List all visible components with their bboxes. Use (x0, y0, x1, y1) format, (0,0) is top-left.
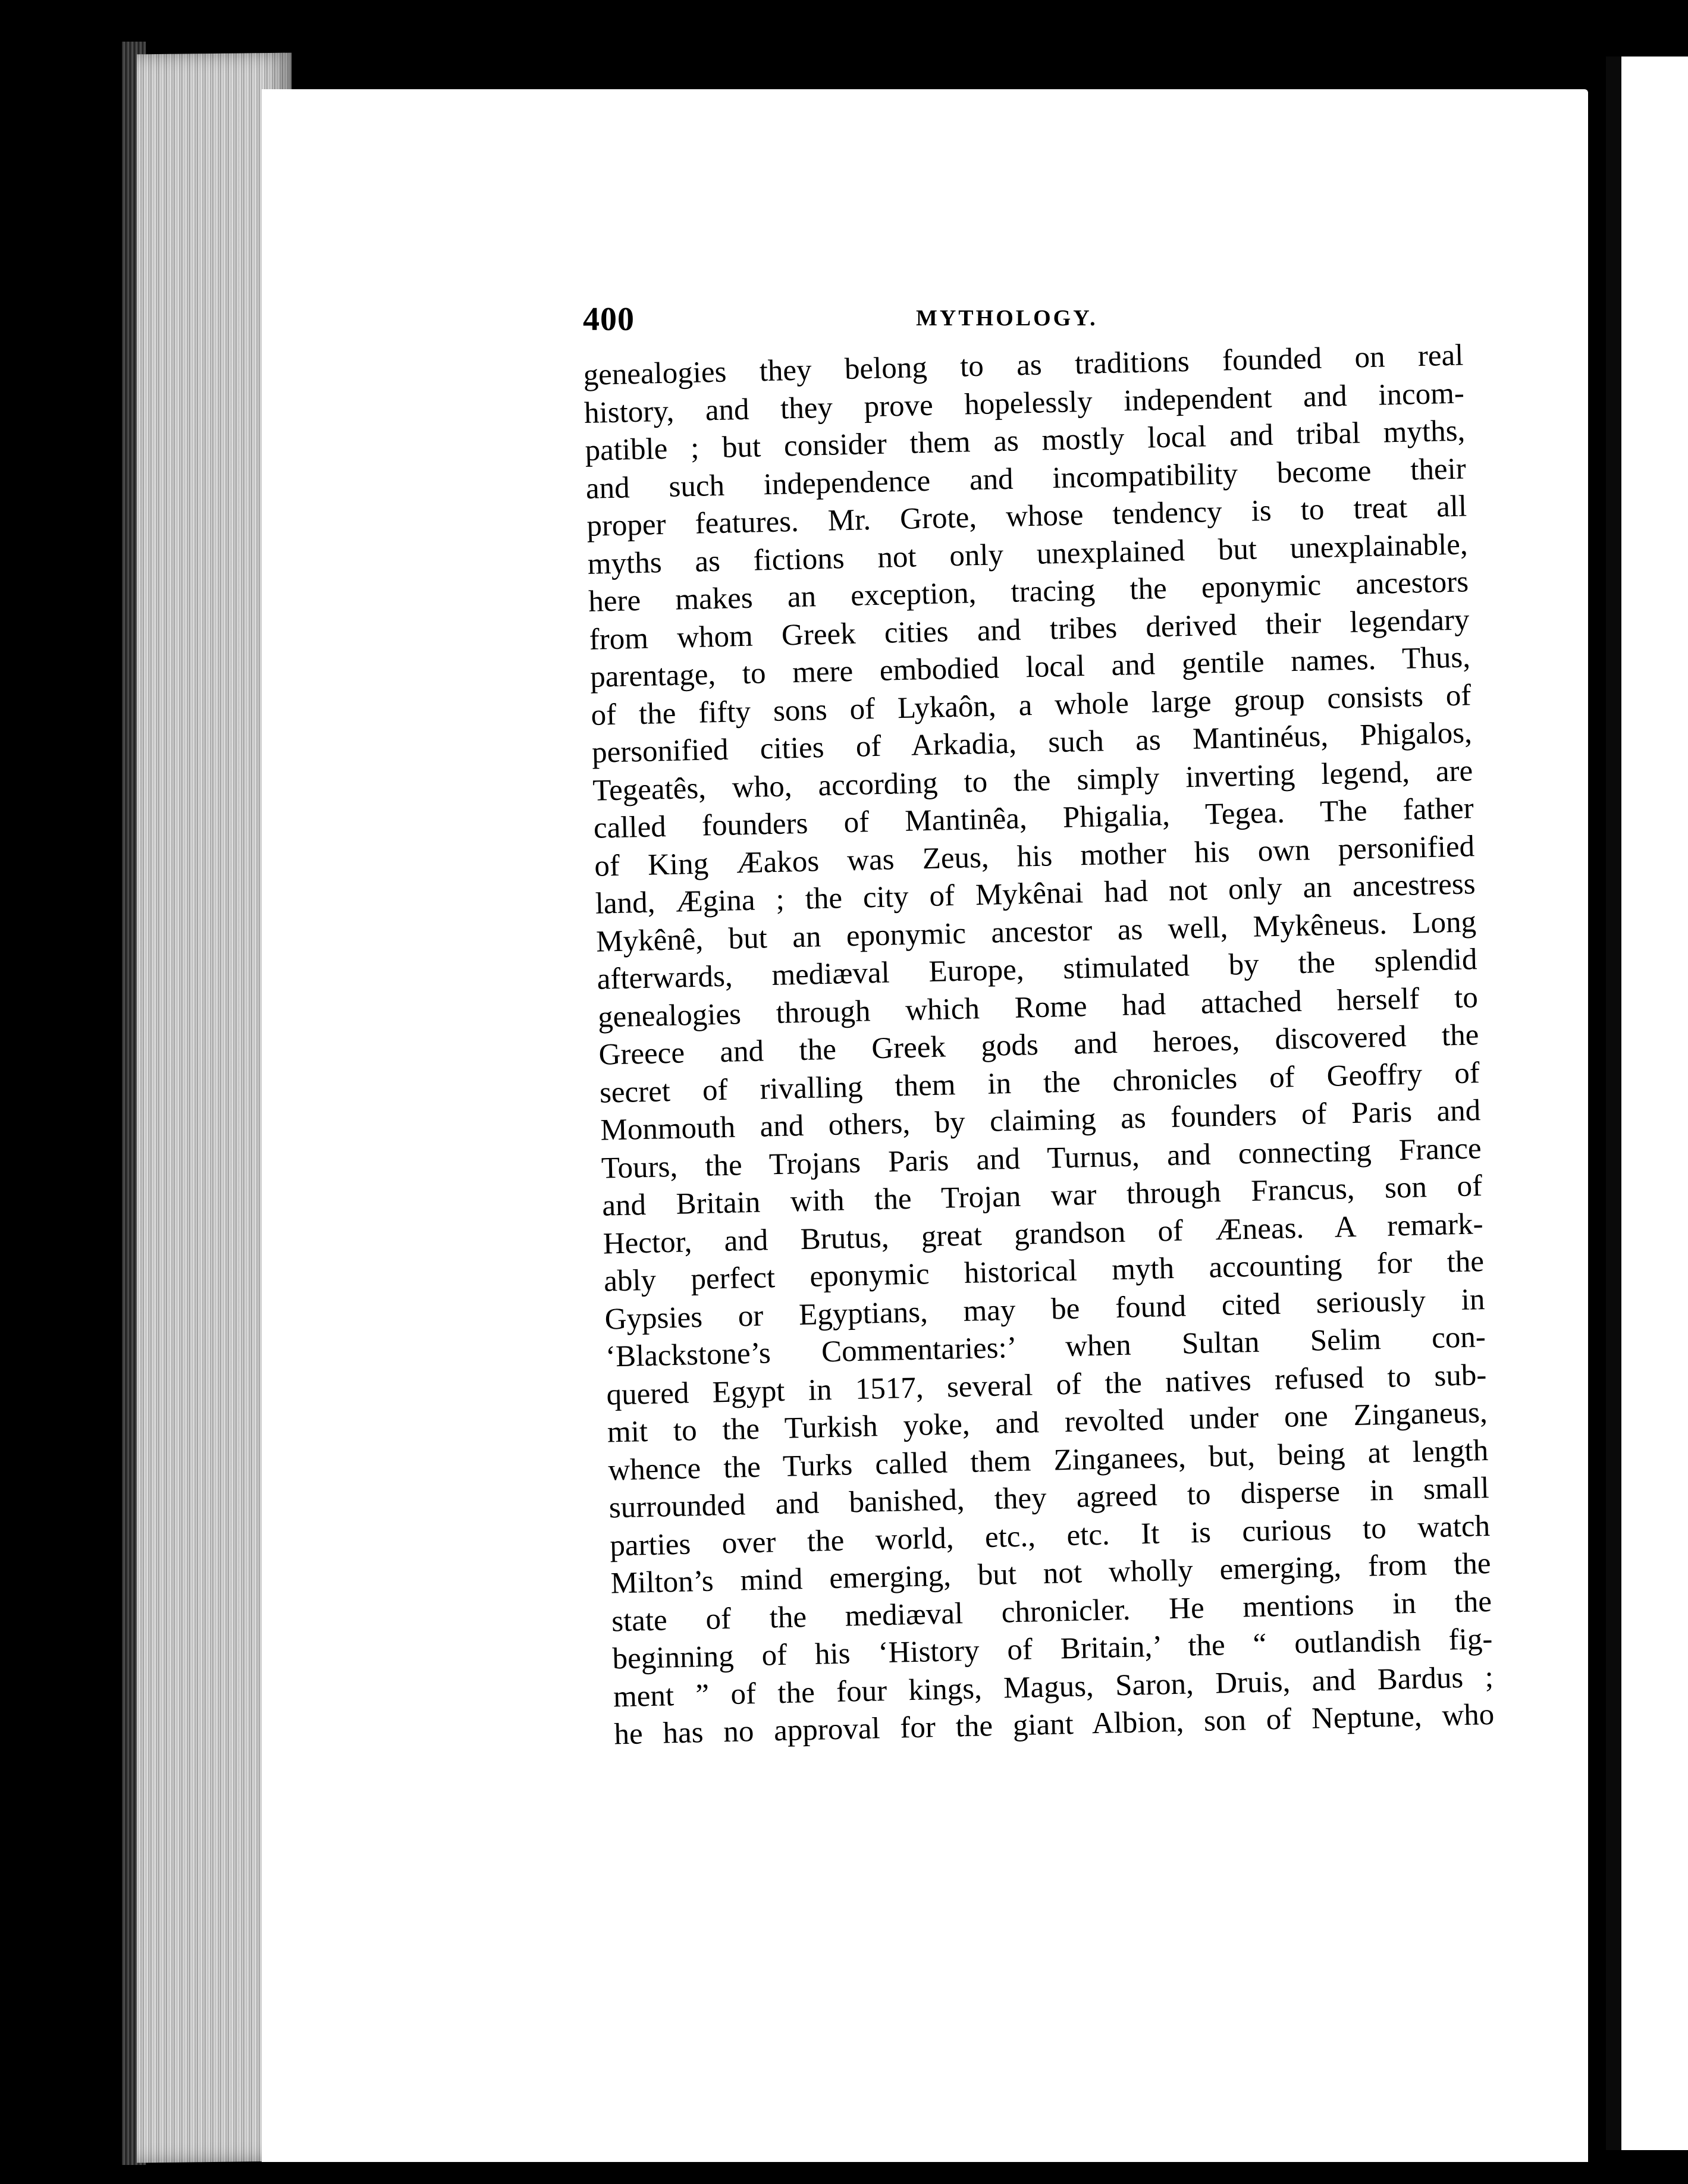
text-line: afterwards, mediæval Europe, stimulated by the splendid (597, 943, 1478, 996)
text-line: patible ; but consider them as mostly local and tribal myths, (584, 414, 1466, 467)
text-line: parties over the world, etc., etc. It is curious to watch (609, 1509, 1491, 1562)
text-line: Mykênê, but an eponymic ancestor as well, Mykêneus. Long (595, 905, 1477, 959)
text-line: secret of rivalling them in the chronicles of Geoffry of (599, 1056, 1480, 1110)
text-line: myths as fictions not only unexplained but unexplainable, (587, 527, 1469, 581)
text-line: from whom Greek cities and tribes derived their legendary (589, 603, 1470, 657)
text-line: proper features. Mr. Grote, whose tendency is to treat all (586, 489, 1467, 543)
text-line: surrounded and banished, they agreed to disperse in small (608, 1471, 1490, 1525)
text-line: of King Æakos was Zeus, his mother his own personified (594, 829, 1475, 883)
body-text (583, 337, 1495, 1753)
text-line: and such independence and incompatibility become their (585, 451, 1467, 506)
text-line: here makes an exception, tracing the eponymic ancestors (588, 565, 1469, 619)
text-line: personified cities of Arkadia, such as Mantinéus, Phigalos, (591, 716, 1473, 770)
text-line: land, Ægina ; the city of Mykênai had not only an ancestress (595, 867, 1476, 921)
text-line: parentage, to mere embodied local and gentile names. Thus, (589, 641, 1471, 694)
text-line: and Britain with the Trojan war through Francus, son of (601, 1169, 1483, 1223)
text-line: Tegeatês, who, according to the simply inverting legend, are (592, 754, 1473, 808)
text-line: ment ” of the four kings, Magus, Saron, Druis, and Bardus ; (613, 1660, 1494, 1714)
text-line: whence the Turks called them Zinganees, but, being at length (607, 1433, 1489, 1488)
page-number: 400 (583, 301, 635, 338)
text-line: Gypsies or Egyptians, may be found cited seriously in (604, 1282, 1485, 1336)
text-line: mit to the Turkish yoke, and revolted under one Zinganeus, (607, 1395, 1488, 1449)
text-line: of the fifty sons of Lykaôn, a whole large group consists of (591, 678, 1471, 732)
text-line: history, and they prove hopelessly independent and incom- (583, 376, 1465, 430)
text-line: genealogies they belong to as traditions founded on real (583, 338, 1464, 392)
text-line: ably perfect eponymic historical myth accounting for the (603, 1245, 1485, 1298)
text-line: called founders of Mantinêa, Phigalia, Tegea. The father (593, 792, 1474, 845)
text-line: Monmouth and others, by claiming as founders of Paris and (600, 1094, 1481, 1147)
text-line: ‘Blackstone’s Commentaries:’ when Sultan Selim con- (605, 1320, 1486, 1374)
facing-page-edge (1606, 57, 1688, 2150)
running-head: MYTHOLOGY. (916, 306, 1098, 331)
text-line: state of the mediæval chronicler. He mentions in the (611, 1584, 1492, 1638)
text-line: beginning of his ‘History of Britain,’ the “ outlandish fig- (612, 1622, 1493, 1676)
text-line: he has no approval for the giant Albion, son of Neptune, who (613, 1697, 1495, 1752)
text-line: Hector, and Brutus, great grandson of Æneas. A remark- (603, 1207, 1484, 1261)
text-line: Milton’s mind emerging, but not wholly emerging, from the (610, 1546, 1492, 1601)
text-line: Greece and the Greek gods and heroes, discovered the (598, 1018, 1479, 1072)
text-line: genealogies through which Rome had attached herself to (597, 980, 1479, 1034)
page-header (583, 300, 1475, 342)
text-line: quered Egypt in 1517, several of the natives refused to sub- (605, 1358, 1487, 1412)
text-line: Tours, the Trojans Paris and Turnus, and connecting France (601, 1131, 1482, 1185)
